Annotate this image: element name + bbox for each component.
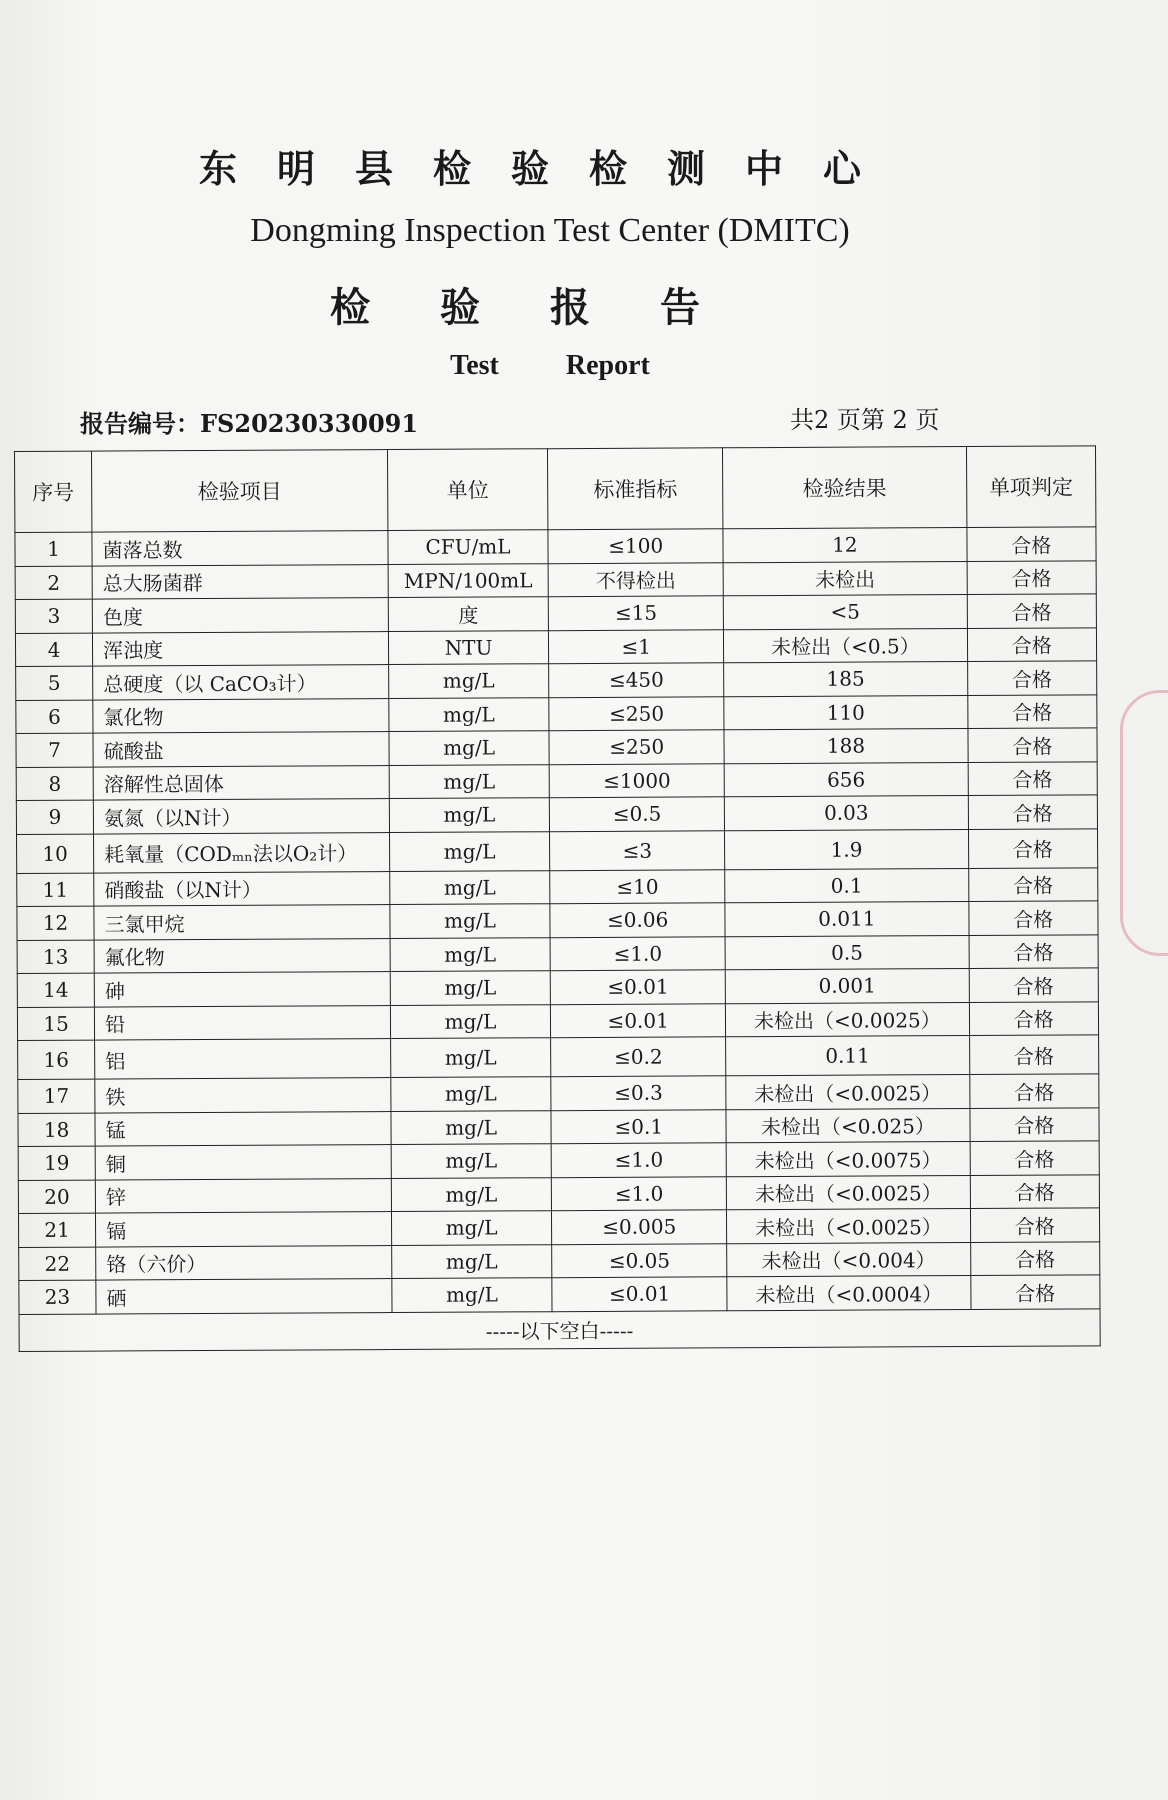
- report-title-en: Test Report: [450, 350, 650, 381]
- table-row: [19, 1241, 1100, 1280]
- cell-item: 菌落总数: [92, 531, 388, 566]
- cell-standard: ≤3: [550, 830, 725, 870]
- cell-item: 硫酸盐: [93, 732, 389, 767]
- cell-unit: mg/L: [390, 1038, 550, 1078]
- cell-result: 未检出（<0.0025）: [727, 1175, 971, 1210]
- cell-result: 未检出（<0.004）: [727, 1242, 971, 1277]
- cell-seq: 12: [17, 906, 94, 940]
- page-info: 共2 页第 2 页: [790, 406, 940, 434]
- cell-unit: mg/L: [389, 831, 549, 871]
- cell-unit: mg/L: [391, 1077, 551, 1111]
- cell-standard: ≤0.06: [550, 903, 725, 937]
- blank-note-row: [19, 1308, 1100, 1351]
- cell-unit: mg/L: [392, 1244, 552, 1278]
- cell-seq: 18: [18, 1113, 95, 1147]
- cell-seq: 6: [16, 700, 93, 734]
- cell-unit: mg/L: [390, 937, 550, 971]
- cell-item: 总硬度（以 CaCO₃计）: [93, 665, 389, 700]
- table-row: [18, 1107, 1099, 1146]
- cell-judgement: 合格: [970, 1107, 1100, 1141]
- cell-seq: 15: [17, 1007, 94, 1041]
- col-header-unit: 单位: [387, 449, 548, 531]
- cell-judgement: 合格: [967, 560, 1097, 594]
- cell-item: 硒: [96, 1279, 392, 1314]
- table-row: [18, 1208, 1099, 1247]
- cell-unit: mg/L: [389, 731, 549, 765]
- cell-unit: mg/L: [389, 798, 549, 832]
- cell-judgement: 合格: [968, 828, 1098, 868]
- cell-unit: mg/L: [389, 697, 549, 731]
- cell-result: 未检出（<0.025）: [726, 1108, 970, 1143]
- cell-item: 溶解性总固体: [93, 765, 389, 800]
- cell-unit: mg/L: [392, 1278, 552, 1312]
- cell-item: 浑浊度: [93, 631, 389, 666]
- cell-judgement: 合格: [967, 627, 1097, 661]
- cell-item: 锰: [95, 1111, 391, 1146]
- cell-judgement: 合格: [969, 1001, 1099, 1035]
- cell-judgement: 合格: [970, 1208, 1100, 1242]
- col-header-judgement: 单项判定: [966, 446, 1096, 528]
- table-row: [16, 694, 1097, 733]
- cell-item: 氯化物: [93, 698, 389, 733]
- table-row: [15, 627, 1096, 666]
- cell-seq: 16: [18, 1040, 95, 1079]
- table-row: [18, 1141, 1099, 1180]
- cell-seq: 17: [18, 1079, 95, 1113]
- cell-item: 硝酸盐（以N计）: [94, 871, 390, 906]
- cell-judgement: 合格: [968, 728, 1098, 762]
- org-name-en: Dongming Inspection Test Center (DMITC): [250, 212, 850, 249]
- cell-standard: ≤0.1: [551, 1109, 726, 1143]
- cell-judgement: 合格: [969, 1035, 1099, 1075]
- cell-item: 铜: [95, 1145, 391, 1180]
- cell-item: 氟化物: [94, 938, 390, 973]
- table-row: [17, 1001, 1098, 1040]
- cell-result: 0.1: [725, 868, 969, 903]
- org-name-cn: 东明县检验检测中心: [198, 146, 901, 191]
- cell-standard: ≤250: [549, 730, 724, 764]
- report-number: 报告编号：FS20230330091: [80, 409, 419, 438]
- cell-item: 总大肠菌群: [92, 564, 388, 599]
- table-row: [16, 661, 1097, 700]
- cell-seq: 10: [17, 834, 94, 873]
- cell-unit: mg/L: [390, 870, 550, 904]
- cell-result: 未检出（<0.0075）: [726, 1142, 970, 1177]
- table-row: [17, 828, 1098, 873]
- cell-item: 铬（六价）: [96, 1245, 392, 1280]
- cell-judgement: 合格: [968, 795, 1098, 829]
- cell-standard: ≤0.01: [552, 1277, 727, 1311]
- cell-unit: 度: [388, 597, 548, 631]
- cell-judgement: 合格: [967, 694, 1097, 728]
- cell-standard: ≤0.01: [550, 970, 725, 1004]
- cell-seq: 21: [18, 1213, 95, 1247]
- cell-standard: ≤0.05: [552, 1243, 727, 1277]
- cell-judgement: 合格: [967, 661, 1097, 695]
- cell-result: <5: [723, 595, 967, 630]
- cell-seq: 8: [16, 767, 93, 801]
- table-row: [18, 1035, 1099, 1080]
- cell-judgement: 合格: [967, 594, 1097, 628]
- cell-standard: ≤1000: [549, 763, 724, 797]
- cell-item: 铝: [95, 1039, 391, 1080]
- cell-seq: 13: [17, 940, 94, 974]
- cell-judgement: 合格: [969, 968, 1099, 1002]
- cell-item: 氨氮（以N计）: [93, 799, 389, 834]
- cell-judgement: 合格: [968, 761, 1098, 795]
- cell-result: 656: [724, 762, 968, 797]
- cell-result: 未检出（<0.5）: [724, 628, 968, 663]
- cell-standard: ≤1.0: [551, 1143, 726, 1177]
- cell-seq: 22: [19, 1247, 96, 1281]
- cell-seq: 7: [16, 733, 93, 767]
- cell-unit: mg/L: [390, 971, 550, 1005]
- cell-item: 镉: [96, 1212, 392, 1247]
- cell-seq: 23: [19, 1280, 96, 1314]
- table-row: [16, 761, 1097, 800]
- cell-unit: mg/L: [391, 1110, 551, 1144]
- cell-standard: ≤1: [549, 629, 724, 663]
- cell-unit: mg/L: [390, 1004, 550, 1038]
- cell-seq: 5: [16, 666, 93, 700]
- cell-standard: ≤15: [548, 596, 723, 630]
- cell-standard: ≤250: [549, 696, 724, 730]
- cell-judgement: 合格: [970, 1241, 1100, 1275]
- cell-unit: mg/L: [390, 904, 550, 938]
- cell-standard: ≤0.005: [552, 1210, 727, 1244]
- cell-result: 1.9: [725, 829, 969, 869]
- cell-standard: ≤450: [549, 663, 724, 697]
- cell-seq: 9: [16, 800, 93, 834]
- cell-unit: mg/L: [389, 764, 549, 798]
- cell-unit: NTU: [388, 630, 548, 664]
- cell-result: 185: [724, 662, 968, 697]
- table-row: [17, 934, 1098, 973]
- results-table: [14, 445, 1101, 1351]
- cell-seq: 3: [15, 599, 92, 633]
- cell-result: 0.11: [726, 1036, 970, 1076]
- cell-seq: 11: [17, 873, 94, 907]
- cell-standard: 不得检出: [548, 562, 723, 596]
- cell-result: 0.5: [725, 935, 969, 970]
- blank-note: -----以下空白-----: [19, 1308, 1100, 1351]
- table-row: [17, 968, 1098, 1007]
- col-header-standard: 标准指标: [548, 448, 723, 530]
- col-header-result: 检验结果: [723, 447, 967, 529]
- cell-item: 铅: [94, 1005, 390, 1040]
- table-row: [17, 867, 1098, 906]
- cell-standard: ≤1.0: [551, 1176, 726, 1210]
- cell-result: 0.011: [725, 902, 969, 937]
- cell-unit: MPN/100mL: [388, 563, 548, 597]
- col-header-seq: 序号: [15, 451, 93, 532]
- cell-seq: 2: [15, 566, 92, 600]
- cell-judgement: 合格: [970, 1141, 1100, 1175]
- cell-judgement: 合格: [968, 901, 1098, 935]
- cell-seq: 14: [17, 973, 94, 1007]
- cell-seq: 4: [15, 633, 92, 667]
- cell-result: 110: [724, 695, 968, 730]
- cell-standard: ≤1.0: [550, 936, 725, 970]
- col-header-item: 检验项目: [92, 450, 388, 533]
- cell-item: 三氯甲烷: [94, 905, 390, 940]
- cell-result: 0.03: [725, 796, 969, 831]
- table-row: [18, 1174, 1099, 1213]
- cell-item: 砷: [94, 972, 390, 1007]
- cell-standard: ≤100: [548, 529, 723, 563]
- table-row: [15, 527, 1096, 566]
- cell-standard: ≤0.5: [549, 797, 724, 831]
- cell-item: 色度: [92, 598, 388, 633]
- cell-standard: ≤0.01: [551, 1003, 726, 1037]
- cell-seq: 20: [18, 1180, 95, 1214]
- table-row: [15, 560, 1096, 599]
- table-row: [16, 795, 1097, 834]
- cell-seq: 1: [15, 532, 92, 566]
- cell-unit: CFU/mL: [388, 530, 548, 564]
- table-row: [18, 1074, 1099, 1113]
- cell-judgement: 合格: [970, 1174, 1100, 1208]
- cell-unit: mg/L: [391, 1211, 551, 1245]
- cell-result: 未检出: [723, 561, 967, 596]
- cell-judgement: 合格: [970, 1275, 1100, 1309]
- cell-result: 12: [723, 528, 967, 563]
- cell-judgement: 合格: [969, 934, 1099, 968]
- cell-unit: mg/L: [391, 1144, 551, 1178]
- cell-result: 0.001: [725, 969, 969, 1004]
- cell-judgement: 合格: [969, 1074, 1099, 1108]
- stamp-mark: [1120, 690, 1168, 956]
- cell-result: 188: [724, 729, 968, 764]
- cell-unit: mg/L: [388, 664, 548, 698]
- cell-judgement: 合格: [968, 867, 1098, 901]
- report-title-cn: 检验报告: [330, 284, 770, 331]
- table-row: [17, 901, 1098, 940]
- cell-item: 耗氧量（CODₘₙ法以O₂计）: [94, 832, 390, 873]
- cell-result: 未检出（<0.0025）: [727, 1209, 971, 1244]
- cell-standard: ≤0.2: [551, 1037, 726, 1077]
- table-row: [15, 594, 1096, 633]
- table-header-row: [15, 446, 1096, 533]
- table-row: [19, 1275, 1100, 1314]
- cell-result: 未检出（<0.0025）: [726, 1075, 970, 1110]
- cell-seq: 19: [18, 1146, 95, 1180]
- table-row: [16, 728, 1097, 767]
- cell-item: 铁: [95, 1078, 391, 1113]
- cell-standard: ≤0.3: [551, 1076, 726, 1110]
- cell-item: 锌: [95, 1178, 391, 1213]
- cell-standard: ≤10: [550, 869, 725, 903]
- cell-unit: mg/L: [391, 1177, 551, 1211]
- cell-result: 未检出（<0.0025）: [726, 1002, 970, 1037]
- cell-judgement: 合格: [966, 527, 1096, 561]
- cell-result: 未检出（<0.0004）: [727, 1276, 971, 1311]
